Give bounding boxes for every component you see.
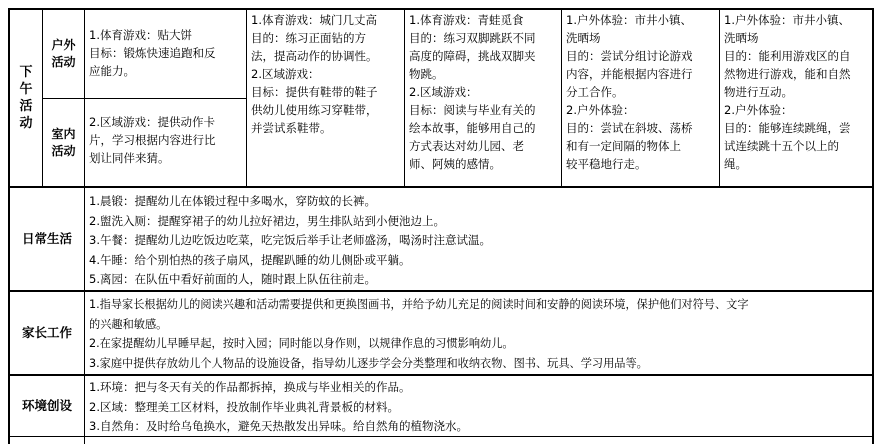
day2-cell: 1.体育游戏：城门几丈高 目的：练习正面钻的方 法，提高动作的协调性。 2.区域游戏： 目标：提供有鞋带的鞋子 供幼儿使用练习穿鞋带， 并尝试系鞋带。 (251, 13, 378, 135)
afternoon-label-char: 活 (19, 99, 33, 114)
day5-cell: 1.户外体验：市井小镇、 洗晒场 目的：能利用游戏区的自 然物进行游戏，能和自然 物进行互动。 2.户外体验： 目的：能够连续跳绳，尝 试连续跳十五个以上的 绳。 (724, 13, 851, 171)
daily-life-cell (85, 190, 873, 290)
list-item: 2.区域：整理美工区材料，投放制作毕业典礼背景板的材料。 (89, 399, 399, 414)
list-item: 4.午睡：给个别怕热的孩子扇风，提醒趴睡的幼儿侧卧或平躺。 (89, 252, 411, 267)
list-item: 2.盥洗入厕：提醒穿裙子的幼儿拉好裙边，男生排队站到小便池边上。 (89, 213, 445, 228)
afternoon-label (10, 10, 42, 186)
daily-life-label: 日常生活 (21, 231, 72, 246)
day1-outdoor-cell: 1.体育游戏：贴大饼 目标：锻炼快速追跑和反 应能力。 (89, 28, 216, 78)
grid-line (9, 290, 873, 292)
environment-label: 环境创设 (21, 398, 72, 413)
afternoon-label-char: 动 (19, 116, 33, 131)
list-item: 1.晨锻：提醒幼儿在体锻过程中多喝水，穿防蚊的长裤。 (89, 194, 376, 208)
list-item: 3.家庭中提供存放幼儿个人物品的设施设备，指导幼儿逐步学会分类整理和收纳衣物、图书、玩具、学习用品等。 (89, 356, 648, 370)
afternoon-label-char: 午 (19, 82, 33, 97)
environment-cell (85, 376, 873, 436)
day4-cell: 1.户外体验：市井小镇、 洗晒场 目的：尝试分组讨论游戏 内容，并能根据内容进行 分工合作。 2.户外体验： 目的：尝试在斜坡、荡桥 和有一定间隔的物体上 较平稳地行走。 (566, 13, 693, 171)
grid-line (9, 436, 873, 437)
grid-line (9, 186, 873, 188)
list-item: 的兴趣和敏感。 (89, 317, 168, 331)
list-item: 1.环境：把与冬天有关的作品都拆掉，换成与毕业相关的作品。 (89, 380, 411, 394)
list-item: 3.自然角：及时给乌龟换水，避免天热散发出异味。给自然角的植物浇水。 (89, 419, 468, 433)
afternoon-label-char: 下 (19, 65, 33, 80)
list-item: 2.在家提醒幼儿早睡早起，按时入园；同时能以身作则，以规律作息的习惯影响幼儿。 (89, 337, 514, 350)
indoor-activity-label: 室内 活动 (51, 126, 76, 158)
day3-cell: 1.体育游戏：青蛙觅食 目的：练习双脚跳跃不同 高度的障碍，挑战双脚夹 物跳。 2.区域游戏： 目标：阅读与毕业有关的 绘本故事，能够用自己的 方式表达对幼儿园、老 师、阿姨的感情。 (409, 13, 536, 171)
list-item: 3.午餐：提醒幼儿边吃饭边吃菜，吃完饭后举手让老师盛汤，喝汤时注意试温。 (89, 233, 491, 247)
list-item: 5.离园：在队伍中看好前面的人，随时跟上队伍往前走。 (89, 272, 376, 286)
outdoor-activity-label: 户外 活动 (51, 38, 76, 69)
day1-indoor-cell: 2.区域游戏：提供动作卡 片，学习根据内容进行比 划让同伴来猜。 (89, 115, 216, 165)
parents-work-cell (85, 293, 873, 374)
list-item: 1.指导家长根据幼儿的阅读兴趣和活动需要提供和更换图画书，并给予幼儿充足的阅读时间和安静的阅读环境，保护他们对符号、文字 (89, 298, 749, 311)
parents-work-label: 家长工作 (21, 325, 72, 340)
